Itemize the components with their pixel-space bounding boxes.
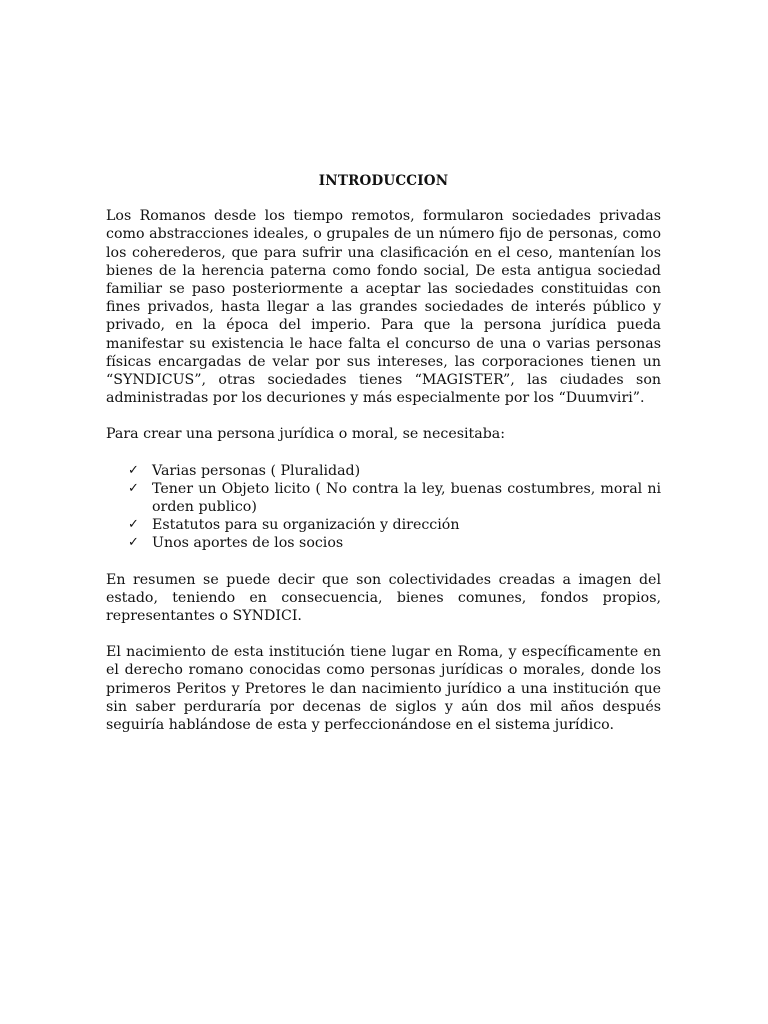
requirements-lead: Para crear una persona jurídica o moral, se necesitaba: [106, 426, 506, 443]
document-title: INTRODUCCION [318, 173, 449, 189]
checkmark-icon: ✓ [128, 462, 139, 478]
checkmark-icon: ✓ [128, 535, 139, 551]
list-item-text: Estatutos para su organización y dirección [152, 517, 460, 534]
list-item-text: Varias personas ( Pluralidad) [152, 462, 361, 479]
origin-paragraph: El nacimiento de esta institución tiene lugar en Roma, y específicamente en el derecho romano conocidas como personas jurídicas o morales, donde los primeros Peritos y Pretores le dan nacimiento jurídico a una institución que sin saber perduraría por decenas de siglos y aún dos mil años después seguiría hablándose de esta y perfeccionándose en el sistema jurídico. [106, 644, 661, 734]
list-item [128, 516, 661, 534]
list-item [128, 480, 661, 516]
checkmark-icon: ✓ [128, 480, 139, 496]
list-item-text: Tener un Objeto licito ( No contra la ley, buenas costumbres, moral ni orden publico) [152, 480, 661, 516]
list-item [128, 462, 661, 480]
document-page [106, 172, 661, 752]
list-item-text: Unos aportes de los socios [152, 535, 344, 552]
intro-paragraph: Los Romanos desde los tiempo remotos, formularon sociedades privadas como abstracciones ideales, o grupales de un número fijo de personas, como los coherederos, que para sufrir una clasificación en el ceso, mantenían los bienes de la herencia paterna como fondo social, De esta antigua sociedad familiar se paso posteriormente a aceptar las sociedades constituidas con fines privados, hasta llegar a las grandes sociedades de interés público y privado, en la época del imperio. Para que la persona jurídica pueda manifestar su existencia le hace falta el concurso de una o varias personas físicas encargadas de velar por sus intereses, las corporaciones tienen un “SYNDICUS”, otras sociedades tienes “MAGISTER”, las ciudades son administradas por los decuriones y más especialmente por los “Duumviri”. [106, 208, 661, 407]
list-item [128, 534, 661, 552]
checkmark-icon: ✓ [128, 517, 139, 533]
summary-paragraph: En resumen se puede decir que son colectividades creadas a imagen del estado, teniendo en consecuencia, bienes comunes, fondos propios, representantes o SYNDICI. [106, 571, 661, 625]
requirements-list [106, 462, 661, 553]
